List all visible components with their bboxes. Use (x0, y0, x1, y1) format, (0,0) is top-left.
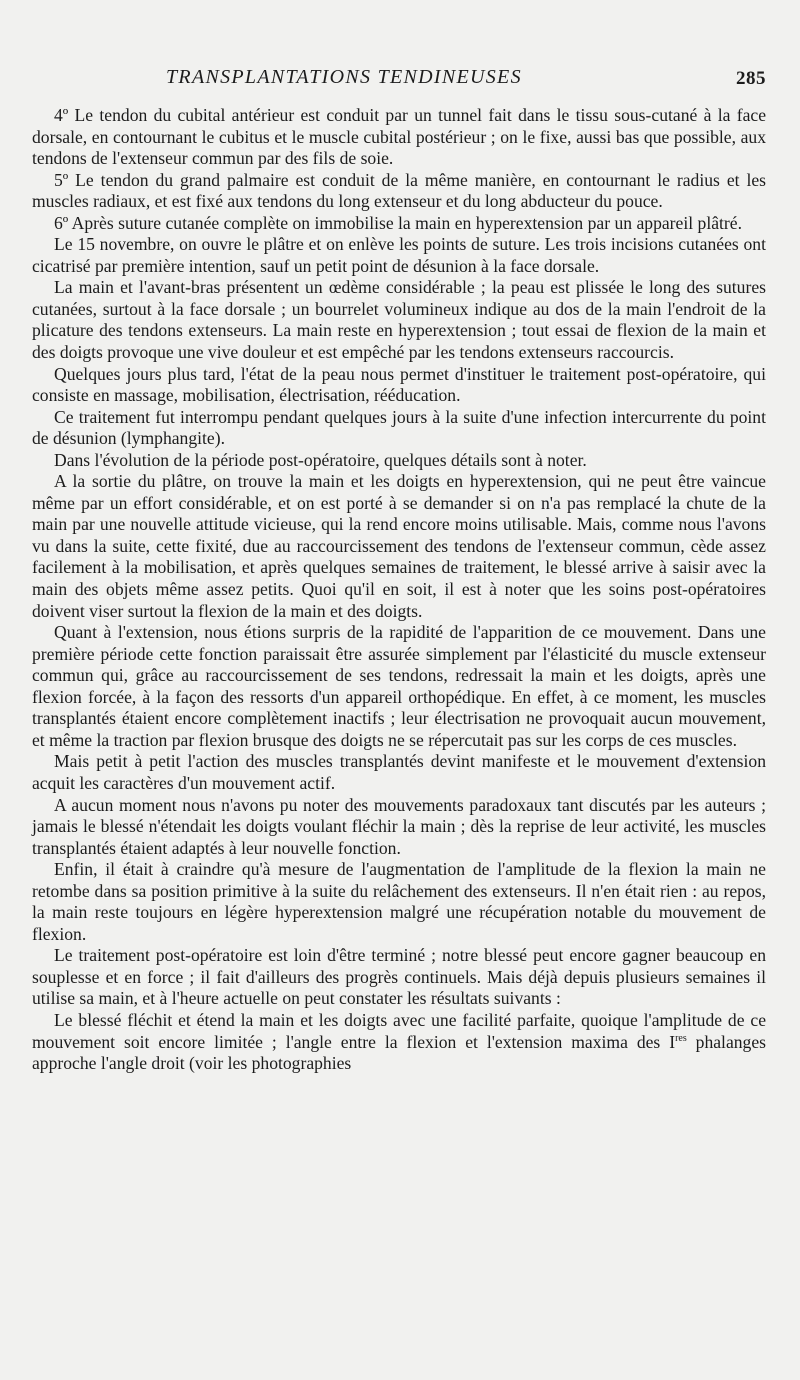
paragraph: Quant à l'extension, nous étions surpris de la rapidité de l'apparition de ce mouvement. Dans une première période cette fonction paraissait être assurée simplement par l'élasticité du muscle extenseur commun qui, grâce au raccourcissement de ses tendons, redressait la main et les doigts, après une flexion forcée, à la façon des ressorts d'un appareil orthopédique. En effet, à ce moment, les muscles transplantés étaient encore complètement inactifs ; leur électrisation ne provoquait aucun mouvement, et même la traction par flexion brusque des doigts ne se répercutait pas sur les corps de ces muscles. (32, 622, 766, 750)
paragraph-last (32, 1010, 766, 1075)
paragraph: Enfin, il était à craindre qu'à mesure de l'augmentation de l'amplitude de la flexion la main ne retombe dans sa position primitive à la suite du relâchement des extenseurs. Il n'en était rien : au repos, la main reste toujours en légère hyperextension malgré une récupération notable du mouvement de flexion. (32, 859, 766, 944)
paragraph: A la sortie du plâtre, on trouve la main et les doigts en hyperextension, qui ne peut être vaincue même par un effort considérable, et on est porté à se demander si on n'a pas remplacé la chute de la main par une nouvelle attitude vicieuse, qui la rend encore moins utilisable. Mais, comme nous l'avons vu dans la suite, cette fixité, due au raccourcissement des tendons de l'extenseur commun, cède assez facilement à la mobilisation, et après quelques semaines de traitement, le blessé arrive à saisir avec la main des objets même assez petits. Quoi qu'il en soit, il est à noter que les soins post-opératoires doivent viser surtout la flexion de la main et des doigts. (32, 471, 766, 621)
paragraph-last-text: Le blessé fléchit et étend la main et les doigts avec une facilité parfaite, quoique l'amplitude de ce mouvement soit encore limitée ; l'angle entre la flexion et l'extension maxima des I (32, 1009, 766, 1052)
ordinal-superscript: res (675, 1032, 687, 1044)
paragraph: 4º Le tendon du cubital antérieur est conduit par un tunnel fait dans le tissu sous-cutané à la face dorsale, en contournant le cubitus et le muscle cubital postérieur ; on le fixe, aussi bas que possible, aux tendons de l'extenseur commun par des fils de soie. (32, 105, 766, 169)
page-number: 285 (736, 68, 766, 89)
paragraph: Ce traitement fut interrompu pendant quelques jours à la suite d'une infection intercurrente du point de désunion (lymphangite). (32, 406, 766, 449)
paragraph: La main et l'avant-bras présentent un œdème considérable ; la peau est plissée le long des sutures cutanées, surtout à la face dorsale ; un bourrelet volumineux indique au dos de la main l'endroit de la plicature des tendons extenseurs. La main reste en hyperextension ; tout essai de flexion de la main et des doigts provoque une vive douleur et est empêché par les tendons extenseurs raccourcis. (32, 277, 766, 363)
body-text (32, 105, 766, 1075)
paragraph: Quelques jours plus tard, l'état de la peau nous permet d'instituer le traitement post-opératoire, qui consiste en massage, mobilisation, électrisation, rééducation. (32, 363, 766, 406)
paragraph: 5º Le tendon du grand palmaire est conduit de la même manière, en contournant le radius et les muscles radiaux, et est fixé aux tendons du long extenseur et du long abducteur du pouce. (32, 169, 766, 212)
paragraph: 6º Après suture cutanée complète on immobilise la main en hyperextension par un appareil plâtré. (54, 212, 742, 233)
paragraph: A aucun moment nous n'avons pu noter des mouvements paradoxaux tant discutés par les auteurs ; jamais le blessé n'étendait les doigts voulant fléchir la main ; dès la reprise de leur activité, les muscles transplantés étaient adaptés à leur nouvelle fonction. (32, 794, 766, 858)
paragraph-last-continuation: phalanges approche l'angle droit (voir les photographies (32, 1031, 767, 1074)
paragraph: Le traitement post-opératoire est loin d'être terminé ; notre blessé peut encore gagner beaucoup en souplesse et en force ; il fait d'ailleurs des progrès continuels. Mais déjà depuis plusieurs semaines il utilise sa main, et à l'heure actuelle on peut constater les résultats suivants : (32, 945, 766, 1009)
paragraph: Dans l'évolution de la période post-opératoire, quelques détails sont à noter. (54, 449, 587, 470)
paragraph: Le 15 novembre, on ouvre le plâtre et on enlève les points de suture. Les trois incisions cutanées ont cicatrisé par première intention, sauf un petit point de désunion à la face dorsale. (32, 234, 766, 276)
running-header (0, 66, 800, 96)
paragraph: Mais petit à petit l'action des muscles transplantés devint manifeste et le mouvement d'extension acquit les caractères d'un mouvement actif. (32, 751, 766, 793)
running-title: TRANSPLANTATIONS TENDINEUSES (166, 66, 522, 88)
